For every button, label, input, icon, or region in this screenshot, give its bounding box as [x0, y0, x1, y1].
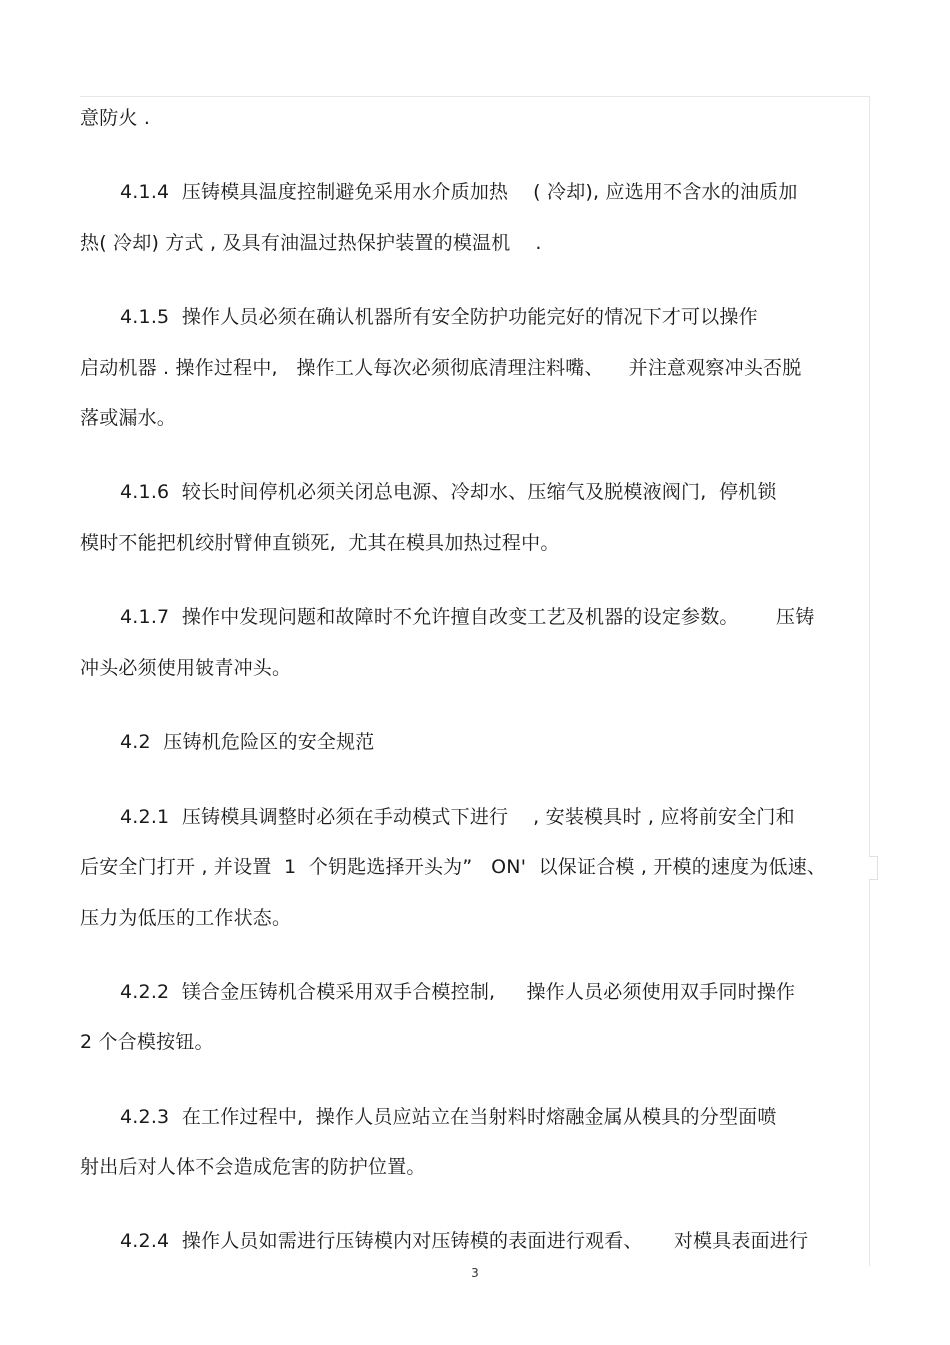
text-line-7: 4.1.6 较长时间停机必须关闭总电源、冷却水、压缩气及脱模液阀门, 停机锁 — [120, 481, 777, 503]
text-line-14: 压力为低压的工作状态。 — [80, 907, 292, 929]
page-number: 3 — [471, 1266, 479, 1280]
page-edge-mark — [869, 856, 878, 880]
text-line-19: 4.2.4 操作人员如需进行压铸模内对压铸模的表面进行观看、 对模具表面进行 — [120, 1230, 809, 1252]
text-line-2: 4.1.4 压铸模具温度控制避免采用水介质加热 ( 冷却), 应选用不含水的油质加 — [120, 181, 798, 203]
text-line-11: 4.2 压铸机危险区的安全规范 — [120, 731, 375, 753]
text-line-10: 冲头必须使用铍青冲头。 — [80, 657, 292, 679]
text-line-5: 启动机器 . 操作过程中, 操作工人每次必须彻底清理注料嘴、 并注意观察冲头否脱 — [80, 357, 802, 379]
text-line-3: 热( 冷却) 方式 , 及具有油温过热保护装置的模温机 . — [80, 232, 542, 254]
text-line-9: 4.1.7 操作中发现问题和故障时不允许擅自改变工艺及机器的设定参数。 压铸 — [120, 606, 815, 628]
text-line-4: 4.1.5 操作人员必须在确认机器所有安全防护功能完好的情况下才可以操作 — [120, 306, 758, 328]
text-line-8: 模时不能把机绞肘臂伸直锁死, 尤其在模具加热过程中。 — [80, 532, 560, 554]
text-line-1: 意防火 . — [80, 107, 151, 129]
text-line-6: 落或漏水。 — [80, 407, 177, 429]
page-border-right — [869, 96, 870, 1266]
text-line-16: 2 个合模按钮。 — [80, 1031, 214, 1053]
text-line-12: 4.2.1 压铸模具调整时必须在手动模式下进行 , 安装模具时 , 应将前安全门和 — [120, 806, 795, 828]
text-line-18: 射出后对人体不会造成危害的防护位置。 — [80, 1156, 426, 1178]
page-border-top — [80, 96, 870, 97]
text-line-17: 4.2.3 在工作过程中, 操作人员应站立在当射料时熔融金属从模具的分型面喷 — [120, 1106, 777, 1128]
text-line-13: 后安全门打开 , 并设置 1 个钥匙选择开头为” ON' 以保证合模 , 开模的速度为低速、 — [80, 856, 827, 878]
text-line-15: 4.2.2 镁合金压铸机合模采用双手合模控制, 操作人员必须使用双手同时操作 — [120, 981, 796, 1003]
